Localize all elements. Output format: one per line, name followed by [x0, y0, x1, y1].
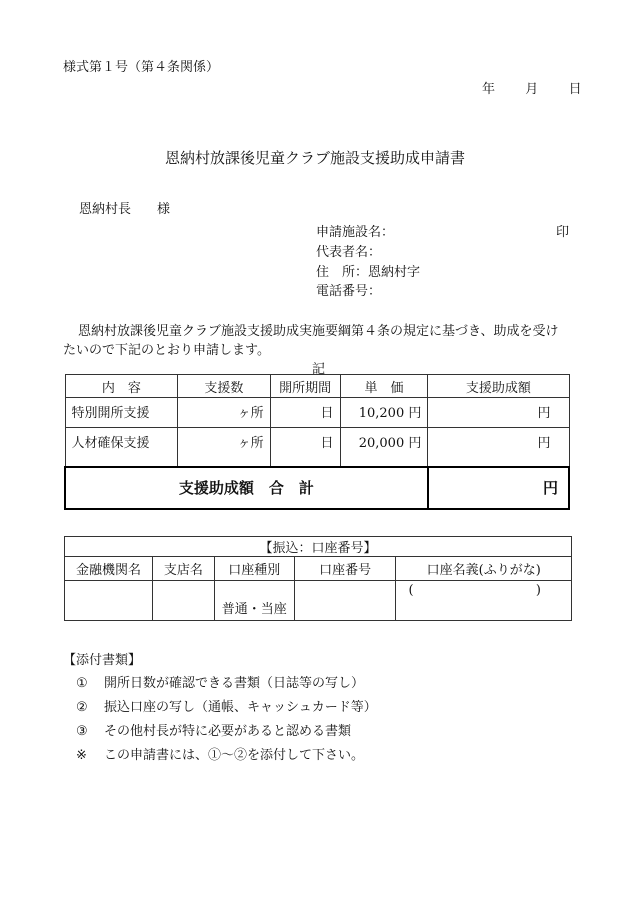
row-amount: 円	[428, 398, 569, 428]
row-content: 人材確保支援	[65, 428, 178, 467]
header-account-name: 口座名義(ふりがな)	[396, 557, 572, 581]
row-period: 日	[270, 428, 340, 467]
row-amount: 円	[428, 428, 569, 467]
form-number: 様式第１号（第４条関係）	[63, 60, 220, 75]
account-name-open-paren: (	[408, 583, 414, 598]
row-period: 日	[270, 398, 340, 428]
total-label: 支援助成額 合 計	[65, 467, 428, 509]
bank-name-field[interactable]	[65, 581, 153, 621]
account-number-field[interactable]	[294, 581, 396, 621]
addressee: 恩納村長 様	[79, 202, 171, 217]
row-price: 10,200 円	[340, 398, 428, 428]
header-branch: 支店名	[152, 557, 214, 581]
total-amount-unit: 円	[428, 467, 569, 509]
attachment-text: 開所日数が確認できる書類（日誌等の写し）	[104, 676, 365, 691]
list-item	[76, 672, 364, 691]
attachment-mark: ①	[76, 676, 88, 691]
date-year: 年	[482, 82, 496, 97]
table-row	[65, 428, 569, 467]
attachment-mark: ※	[76, 748, 87, 763]
body-text-line1: 恩納村放課後児童クラブ施設支援助成実施要綱第４条の規定に基づき、助成を受け	[78, 324, 559, 339]
header-period: 開所期間	[270, 375, 340, 398]
header-account-number: 口座番号	[294, 557, 396, 581]
header-account-type: 口座種別	[214, 557, 294, 581]
total-row	[65, 467, 569, 509]
row-content: 特別開所支援	[65, 398, 178, 428]
table-row	[65, 398, 569, 428]
header-amount: 支援助成額	[428, 375, 569, 398]
row-count: ヶ所	[178, 398, 270, 428]
attachment-text: 振込口座の写し（通帳、キャッシュカード等）	[104, 700, 377, 715]
list-item	[76, 720, 351, 739]
list-item	[76, 744, 364, 763]
applicant-facility-label: 申請施設名：	[316, 225, 395, 240]
account-name-field[interactable]	[396, 581, 572, 621]
bank-table	[64, 536, 572, 621]
header-content: 内 容	[65, 375, 178, 398]
date-line	[482, 78, 582, 97]
body-text-line2: たいので下記のとおり申請します。	[63, 343, 270, 358]
date-day: 日	[568, 82, 582, 97]
account-name-close-paren: )	[535, 583, 541, 598]
attachment-text: その他村長が特に必要があると認める書類	[104, 724, 352, 739]
document-title: 恩納村放課後児童クラブ施設支援助成申請書	[164, 149, 465, 167]
bank-table-title: 【振込：口座番号】	[65, 537, 572, 557]
support-table-header	[65, 375, 569, 398]
attachments-title: 【添付書類】	[63, 653, 142, 668]
support-table	[64, 374, 570, 510]
applicant-phone-label: 電話番号：	[316, 284, 382, 299]
attachment-mark: ③	[76, 724, 88, 739]
bank-table-input-row	[65, 581, 572, 621]
header-price: 単 価	[340, 375, 428, 398]
branch-field[interactable]	[152, 581, 214, 621]
header-bank-name: 金融機関名	[65, 557, 153, 581]
date-month: 月	[525, 82, 539, 97]
attachment-text: この申請書には、①〜②を添付して下さい。	[104, 748, 365, 763]
bank-table-title-row	[65, 537, 572, 557]
header-count: 支援数	[178, 375, 270, 398]
applicant-representative-label: 代表者名：	[316, 245, 382, 260]
ki-heading: 記	[312, 362, 326, 377]
row-count: ヶ所	[178, 428, 270, 467]
list-item	[76, 696, 377, 715]
bank-table-header	[65, 557, 572, 581]
attachment-mark: ②	[76, 700, 88, 715]
seal-mark: 印	[556, 225, 570, 240]
applicant-address-label: 住 所：恩納村字	[316, 265, 421, 280]
account-type-field[interactable]: 普通・当座	[214, 581, 294, 621]
row-price: 20,000 円	[340, 428, 428, 467]
